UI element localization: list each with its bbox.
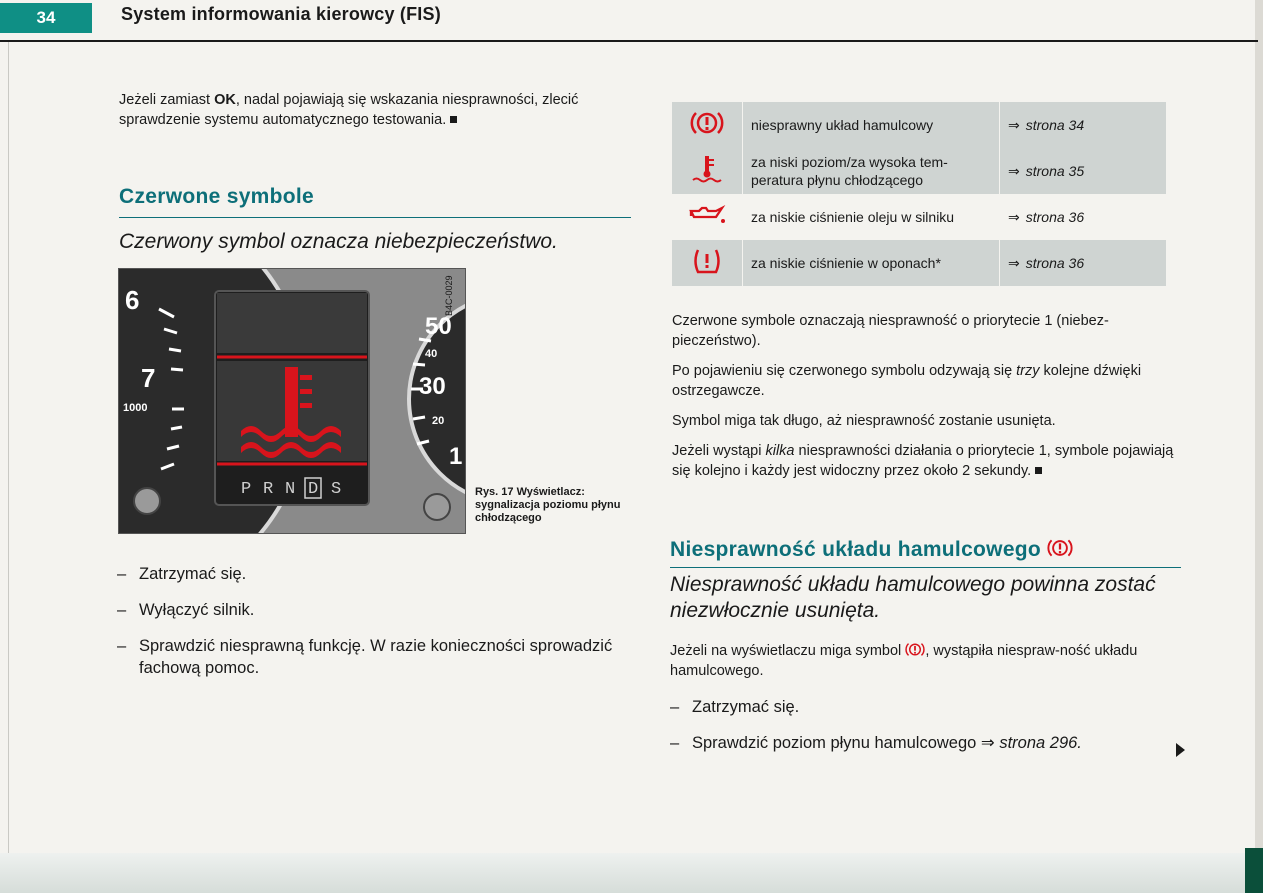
symbol-description: za niskie ciśnienie w oponach* <box>743 240 1000 286</box>
brake-warning-icon <box>1047 537 1073 559</box>
header-rule <box>0 40 1258 42</box>
blink-paragraph: Symbol miga tak długo, aż niesprawność zostanie usunięta. <box>672 413 1056 429</box>
table-row <box>672 194 1166 240</box>
page-link[interactable]: strona 36 <box>1025 255 1085 271</box>
figure-caption <box>475 486 635 525</box>
gear-s: S <box>331 480 342 499</box>
p5-before: Jeżeli na wyświetlaczu miga symbol <box>670 643 906 659</box>
gauge-label-1000: 1000 <box>123 402 148 414</box>
intro-paragraph <box>119 90 619 130</box>
sound-paragraph <box>672 361 1184 401</box>
section-subtitle: Niesprawność układu hamulcowego powinna zostać niezwłocznie usunięta. <box>670 573 1156 622</box>
caption-body: sygnalizacja poziomu płynu chłodzącego <box>475 499 621 524</box>
page-number: 34 <box>0 3 92 33</box>
bottom-strip <box>0 853 1263 893</box>
section-title-brake-fault <box>670 537 1073 562</box>
table-row <box>672 102 1166 148</box>
arrow-icon: ⇒ <box>1008 255 1020 271</box>
gauge-label-40: 40 <box>425 348 438 360</box>
symbol-description: za niski poziom/za wysoka tem-peratura płynu chłodzącego <box>743 148 1000 194</box>
dashboard-figure <box>118 268 466 534</box>
page-link[interactable]: strona 34 <box>1025 117 1085 133</box>
symbol-description: niesprawny układ hamulcowy <box>743 102 1000 148</box>
page-reference[interactable] <box>1000 148 1167 194</box>
page-reference[interactable] <box>1000 102 1167 148</box>
gauge-label-30: 30 <box>419 373 446 400</box>
gauge-label-20: 20 <box>432 415 445 427</box>
list-item <box>670 732 1190 754</box>
table-row <box>672 148 1166 194</box>
caption-title: Wyświetlacz: <box>516 486 585 498</box>
page-edge <box>1255 0 1263 893</box>
continue-arrow-icon <box>1176 743 1185 757</box>
end-mark <box>450 116 457 123</box>
arrow-icon: ⇒ <box>980 734 995 752</box>
arrow-icon: ⇒ <box>1008 163 1020 179</box>
section-subtitle: Czerwony symbol oznacza niebezpieczeństwo. <box>119 230 558 253</box>
gear-d: D <box>308 480 319 499</box>
red-symbols-table <box>672 102 1184 286</box>
arrow-icon: ⇒ <box>1008 209 1020 225</box>
arrow-icon: ⇒ <box>1008 117 1020 133</box>
p2-after: kolejne dźwięki ostrzegawcze. <box>672 363 1142 399</box>
section2-title-text: Niesprawność układu hamulcowego <box>670 538 1042 561</box>
p2-before: Po pojawieniu się czerwonego symbolu odzywają się <box>672 363 1017 379</box>
gauge-label-7: 7 <box>141 363 156 393</box>
gear-p: P <box>241 480 252 499</box>
right-step-list <box>670 696 1190 768</box>
intro-text-after: , nadal pojawiają się wskazania niesprawności, zlecić sprawdzenie systemu automatycznego testowania. <box>119 92 579 128</box>
list-item: – Zatrzymać się. <box>670 696 1190 718</box>
brake-symbol-paragraph <box>670 641 1182 681</box>
brake-warning-icon <box>672 102 743 148</box>
intro-text-before: Jeżeli zamiast <box>119 92 215 108</box>
page-link[interactable]: strona 35 <box>1025 163 1085 179</box>
section-rule <box>119 217 631 218</box>
last-step-text: Sprawdzić poziom płynu hamulcowego <box>692 734 981 752</box>
gauge-label-6: 6 <box>125 285 140 315</box>
table-row <box>672 240 1166 286</box>
section-title-red-symbols: Czerwone symbole <box>119 185 315 208</box>
gauge-label-50: 50 <box>425 313 452 340</box>
p5-after: , wystąpiła niespraw-ność układu hamulcowego. <box>670 643 1138 679</box>
instrument-cluster-illustration <box>119 269 465 533</box>
list-item: – Zatrzymać się. <box>117 563 637 585</box>
brake-warning-icon <box>905 641 925 658</box>
page-reference[interactable] <box>1000 194 1167 240</box>
oil-pressure-icon <box>672 194 743 240</box>
page-reference[interactable] <box>1000 240 1167 286</box>
gear-n: N <box>285 480 296 499</box>
p2-italic: trzy <box>1016 363 1040 379</box>
multiple-faults-paragraph <box>672 441 1184 481</box>
priority-paragraph: Czerwone symbole oznaczają niesprawność o priorytecie 1 (niebez-pieczeństwo). <box>672 313 1109 349</box>
p4-before: Jeżeli wystąpi <box>672 443 766 459</box>
p4-after: niesprawności działania o priorytecie 1, symbole pojawiają się kolejno i każdy jest widoczny przez około 2 sekundy. <box>672 443 1174 479</box>
p4-italic: kilka <box>765 443 795 459</box>
caption-number: Rys. 17 <box>475 486 514 498</box>
gauge-label-1: 1 <box>449 443 463 470</box>
coolant-temperature-icon <box>672 148 743 194</box>
page-link[interactable]: strona 36 <box>1025 209 1085 225</box>
end-mark <box>1035 467 1042 474</box>
figure-code: B4C-0029 <box>444 275 454 316</box>
page-edge-marker <box>1245 848 1263 893</box>
tire-pressure-icon <box>672 240 743 286</box>
left-step-list <box>117 563 637 693</box>
list-item: – Sprawdzić niesprawną funkcję. W razie konieczności sprowadzić fachową pomoc. <box>117 635 637 679</box>
list-item: – Wyłączyć silnik. <box>117 599 637 621</box>
running-title: System informowania kierowcy (FIS) <box>121 4 441 24</box>
symbol-description: za niskie ciśnienie oleju w silniku <box>743 194 1000 240</box>
section-rule <box>670 567 1181 568</box>
gear-r: R <box>263 480 274 499</box>
page-link[interactable]: strona 296. <box>999 734 1082 752</box>
intro-ok: OK <box>214 92 236 108</box>
left-margin-rule <box>8 40 9 890</box>
